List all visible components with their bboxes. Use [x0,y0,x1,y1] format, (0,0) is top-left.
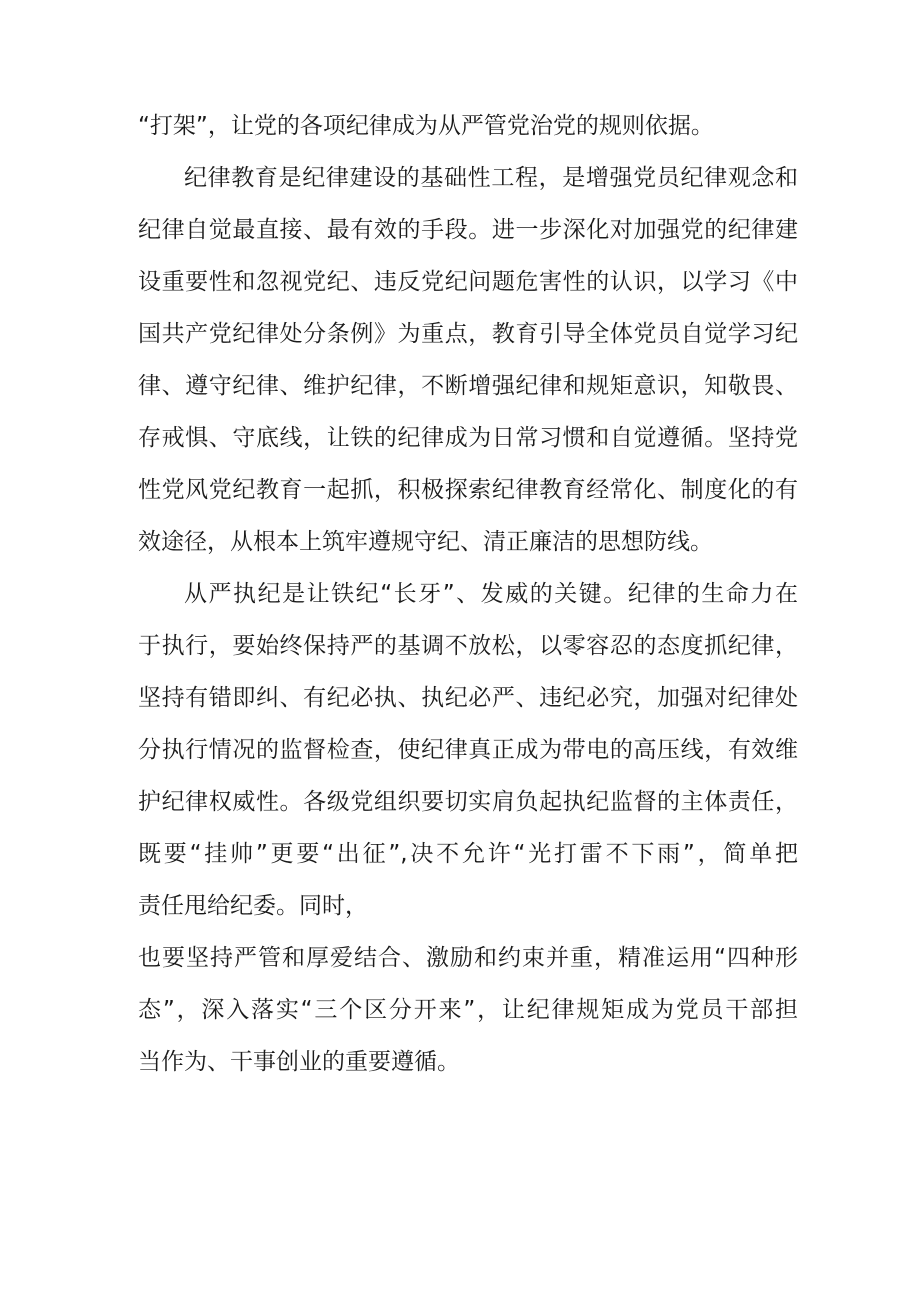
paragraph-line: 存戒惧、守底线，让铁的纪律成为日常习惯和自觉遵循。坚持党 [138,425,798,451]
paragraph-line: “打架”，让党的各项纪律成为从严管党治党的规则依据。 [138,113,714,139]
paragraph-line: 分执行情况的监督检查，使纪律真正成为带电的高压线，有效维 [138,737,798,763]
paragraph-line: 护纪律权威性。各级党组织要切实肩负起执纪监督的主体责任， [138,789,798,815]
paragraph-line: 态”，深入落实“三个区分开来”，让纪律规矩成为党员干部担 [138,997,798,1023]
paragraph-line: 当作为、干事创业的重要遵循。 [138,1049,460,1075]
paragraph-line: 于执行，要始终保持严的基调不放松，以零容忍的态度抓纪律， [138,633,798,659]
paragraph-line: 责任甩给纪委。同时， [138,893,368,919]
paragraph-line: 从严执纪是让铁纪“长牙”、发威的关键。纪律的生命力在 [184,581,798,607]
paragraph-line: 坚持有错即纠、有纪必执、执纪必严、违纪必究，加强对纪律处 [138,685,798,711]
paragraph-line: 国共产党纪律处分条例》为重点，教育引导全体党员自觉学习纪 [138,321,798,347]
paragraph-line: 既要“挂帅”更要“出征”,决不允许“光打雷不下雨”，简单把 [138,841,798,867]
paragraph-line: 纪律自觉最直接、最有效的手段。进一步深化对加强党的纪律建 [138,217,798,243]
paragraph-line: 效途径，从根本上筑牢遵规守纪、清正廉洁的思想防线。 [138,529,713,555]
paragraph-line: 律、遵守纪律、维护纪律，不断增强纪律和规矩意识，知敬畏、 [138,373,798,399]
paragraph-line: 纪律教育是纪律建设的基础性工程，是增强党员纪律观念和 [184,165,798,191]
paragraph-line: 设重要性和忽视党纪、违反党纪问题危害性的认识，以学习《中 [138,269,798,295]
paragraph-line: 性党风党纪教育一起抓，积极探索纪律教育经常化、制度化的有 [138,477,798,503]
paragraph-line: 也要坚持严管和厚爱结合、激励和约束并重，精准运用“四种形 [138,945,798,971]
